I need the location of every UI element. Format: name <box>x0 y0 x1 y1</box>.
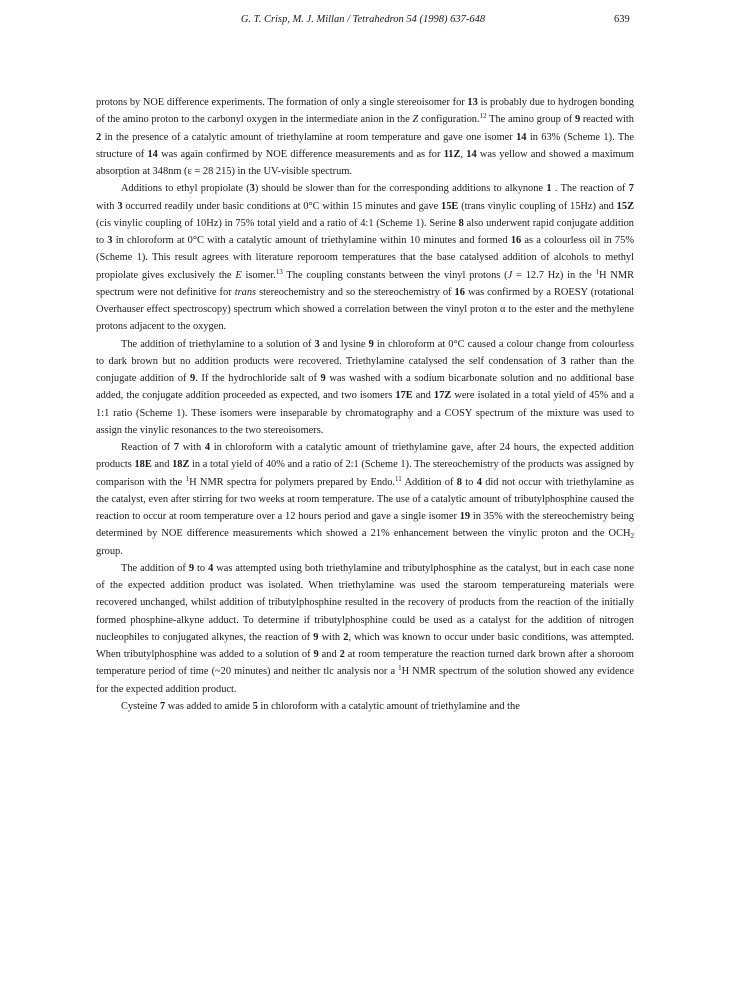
text-run: The coupling constants between the vinyl protons ( <box>282 269 508 281</box>
compound-number: 4 <box>204 442 211 453</box>
compound-number: 16 <box>454 286 465 298</box>
text-run: The addition of triethylamine to a solution of <box>121 338 315 350</box>
text-run: Reaction of <box>121 442 174 453</box>
compound-number: 5 <box>252 700 258 712</box>
text-run: is probably due to hydrogen bonding of the amino proton to the carbonyl oxygen in the intermediate anion in the <box>96 97 634 126</box>
text-run: (trans vinylic coupling of 15Hz) and <box>458 200 617 212</box>
text-run: H NMR spectra for polymers prepared by Endo. <box>189 476 396 488</box>
compound-number: 7 <box>173 442 180 453</box>
compound-number: 13 <box>467 97 478 108</box>
paragraph <box>96 439 634 560</box>
superscript: 1 <box>398 664 402 673</box>
compound-number: 3 <box>117 200 123 212</box>
compound-number: 9 <box>368 338 374 350</box>
text-run: . If the hydrochloride salt of <box>195 373 321 384</box>
text-run: and <box>151 459 173 471</box>
compound-number: 9 <box>320 373 326 384</box>
compound-number: 19 <box>459 511 471 522</box>
superscript: 11 <box>395 474 402 483</box>
subscript: 2 <box>630 532 634 541</box>
text-run: was washed with a sodium bicarbonate solution and no additional base added, the conjugate addition proceeded as expected, and two isomers <box>96 373 634 402</box>
italic-term: Z <box>412 114 419 126</box>
compound-number: 17Z <box>433 390 452 402</box>
text-run: at room temperature the reaction turned dark brown after a shoroom temperature period of time (~20 minutes) and neither tlc analysis nor a <box>96 649 635 678</box>
text-run: and <box>412 390 434 402</box>
compound-number: 15Z <box>616 200 634 212</box>
compound-number: 11Z <box>443 148 461 160</box>
compound-number: 1 <box>546 183 552 195</box>
text-run: was confirmed by a ROESY (rotational Overhauser effect spectroscopy) spectrum which showed a correlation between the vinyl proton α to the ester and the methylene protons adjacent to the oxygen. <box>96 286 634 333</box>
text-run: was again confirmed by NOE difference measurements and as for <box>157 148 444 160</box>
text-run: configuration. <box>418 114 480 126</box>
text-run: (cis vinylic coupling of 10Hz) in 75% total yield and a ratio of 4:1 (Scheme 1). Serine <box>96 217 459 229</box>
text-run: in chloroform with a catalytic amount of triethylamine and the <box>257 700 520 712</box>
text-run: in a total yield of 40% and a ratio of 2:1 (Scheme 1). The stereochemistry of the products was assigned by comparison with the <box>96 459 634 488</box>
compound-number: 3 <box>314 338 320 350</box>
compound-number: 2 <box>96 131 102 143</box>
text-run: . The reaction of <box>551 183 629 195</box>
text-run: isomer. <box>241 269 276 281</box>
paragraph <box>96 560 634 698</box>
italic-term: E <box>235 269 242 281</box>
superscript: 13 <box>275 267 283 276</box>
paragraph <box>96 94 634 180</box>
running-head: G. T. Crisp, M. J. Millan / Tetrahedron 54 (1998) 637-648 <box>240 14 486 25</box>
compound-number: 3 <box>249 183 255 195</box>
text-run: with <box>96 200 118 212</box>
page-number: 639 <box>614 14 630 25</box>
compound-number: 4 <box>476 476 482 488</box>
superscript: 1 <box>595 267 600 276</box>
compound-number: 2 <box>343 631 349 643</box>
compound-number: 7 <box>628 183 634 195</box>
text-run: group. <box>96 545 123 557</box>
compound-number: 8 <box>456 476 462 488</box>
text-run: to <box>461 476 477 488</box>
compound-number: 9 <box>574 114 581 126</box>
compound-number: 18E <box>134 459 152 471</box>
compound-number: 14 <box>147 148 158 160</box>
text-run: in chloroform with a catalytic amount of triethylamine gave, after 24 hours, the expected addition products <box>96 442 634 471</box>
text-run: , <box>460 148 467 160</box>
text-run: , which was known to occur under basic conditions, was attempted. When tributylphosphine was added to a solution of <box>96 631 634 660</box>
text-run: H NMR spectrum were not definitive for <box>96 269 635 298</box>
text-run: with <box>318 631 344 643</box>
text-run: Addition of <box>401 476 457 488</box>
paragraph <box>96 698 634 715</box>
text-run: in chloroform at 0°C caused a colour change from colourless to dark brown but no addition products were recovered. Triethylamine catalysed the self condensation of <box>96 338 634 367</box>
compound-number: 8 <box>458 217 464 229</box>
text-run: ) should be slower than for the corresponding additions to alkynone <box>254 183 547 195</box>
text-run: Additions to ethyl propiolate ( <box>121 183 250 195</box>
text-run: as a colourless oil in 75% (Scheme 1). This result agrees with literature reporoom temperatures that the base catalysed addition of alcohols to methyl propiolate gives exclusively the <box>96 235 634 281</box>
text-run: occurred readily under basic conditions at 0°C within 15 minutes and gave <box>122 200 442 212</box>
text-run: in 63% (Scheme 1). The structure of <box>96 131 634 160</box>
compound-number: 16 <box>510 235 522 246</box>
compound-number: 3 <box>107 235 113 246</box>
paragraph <box>96 336 634 440</box>
compound-number: 7 <box>159 700 166 712</box>
text-run: was yellow and showed a maximum absorption at 348nm (ε = 28 215) in the UV-visible spectrum. <box>96 148 635 177</box>
text-run: The amino group of <box>486 114 575 126</box>
text-run: in the presence of a catalytic amount of triethylamine at room temperature and gave one isomer <box>101 131 517 143</box>
text-run: were isolated in a total yield of 45% and a 1:1 ratio (Scheme 1). These isomers were inseparable by chromatography and a COSY spectrum of the mixture was used to assign the vinylic resonances to the two stereoisomers. <box>96 390 634 436</box>
compound-number: 3 <box>560 355 566 367</box>
text-run: H NMR spectrum of the solution showed any evidence for the expected addition product. <box>96 666 634 695</box>
text-run: protons by NOE difference experiments. The formation of only a single stereoisomer for <box>96 97 468 108</box>
text-run: in 35% with the stereochemistry being determined by NOE difference measurements which showed a 21% enhancement between the vinylic proton and the OCH <box>96 511 635 540</box>
text-run: in chloroform at 0°C with a catalytic amount of triethylamine within 10 minutes and formed <box>112 235 511 246</box>
italic-term: trans <box>234 286 257 298</box>
text-run: The addition of <box>121 562 189 574</box>
text-run: was attempted using both triethylamine and tributylphosphine as the catalyst, but in each case none of the expected addition product was isolated. When triethylamine was used the staroom temperatureing materials were recovered unchanged, whilst addition of tributylphosphine resulted in the recovery of products from the reaction of the initially formed phosphine-alkyne adduct. To determine if tributylphosphine could be used as a catalyst for the addition of nitrogen nucleophiles to conjugated alkynes, the reaction of <box>96 562 634 643</box>
compound-number: 17E <box>395 390 413 402</box>
text-run: reacted with <box>580 114 635 126</box>
text-run: also underwent rapid conjugate addition to <box>96 217 634 246</box>
paragraph <box>96 180 634 335</box>
compound-number: 9 <box>313 631 319 643</box>
superscript: 1 <box>185 474 190 483</box>
compound-number: 9 <box>189 373 196 384</box>
italic-term: J <box>507 269 513 281</box>
text-run: Cysteine <box>121 700 160 712</box>
text-run: stereochemistry and so the stereochemistry of <box>256 286 455 298</box>
superscript: 12 <box>479 112 487 121</box>
compound-number: 4 <box>208 562 214 574</box>
body-text <box>96 94 634 715</box>
text-run: did not occur with triethylamine as the catalyst, even after stirring for two weeks at room temperature. The use of a catalytic amount of tributylphosphine caused the reaction to occur at room temperature over a 12 hours period and gave a single isomer <box>96 476 634 522</box>
compound-number: 2 <box>339 649 345 660</box>
compound-number: 14 <box>516 131 527 143</box>
text-run: was added to amide <box>165 700 253 712</box>
compound-number: 15E <box>441 200 459 212</box>
compound-number: 14 <box>466 148 477 160</box>
compound-number: 9 <box>188 562 195 574</box>
text-run: to <box>194 562 209 574</box>
text-run: rather than the conjugate addition of <box>96 355 634 384</box>
text-run: with <box>179 442 205 453</box>
compound-number: 18Z <box>172 459 190 471</box>
compound-number: 9 <box>313 649 319 660</box>
text-run: and lysine <box>319 338 369 350</box>
text-run: and <box>318 649 340 660</box>
text-run: = 12.7 Hz) in the <box>512 269 596 281</box>
